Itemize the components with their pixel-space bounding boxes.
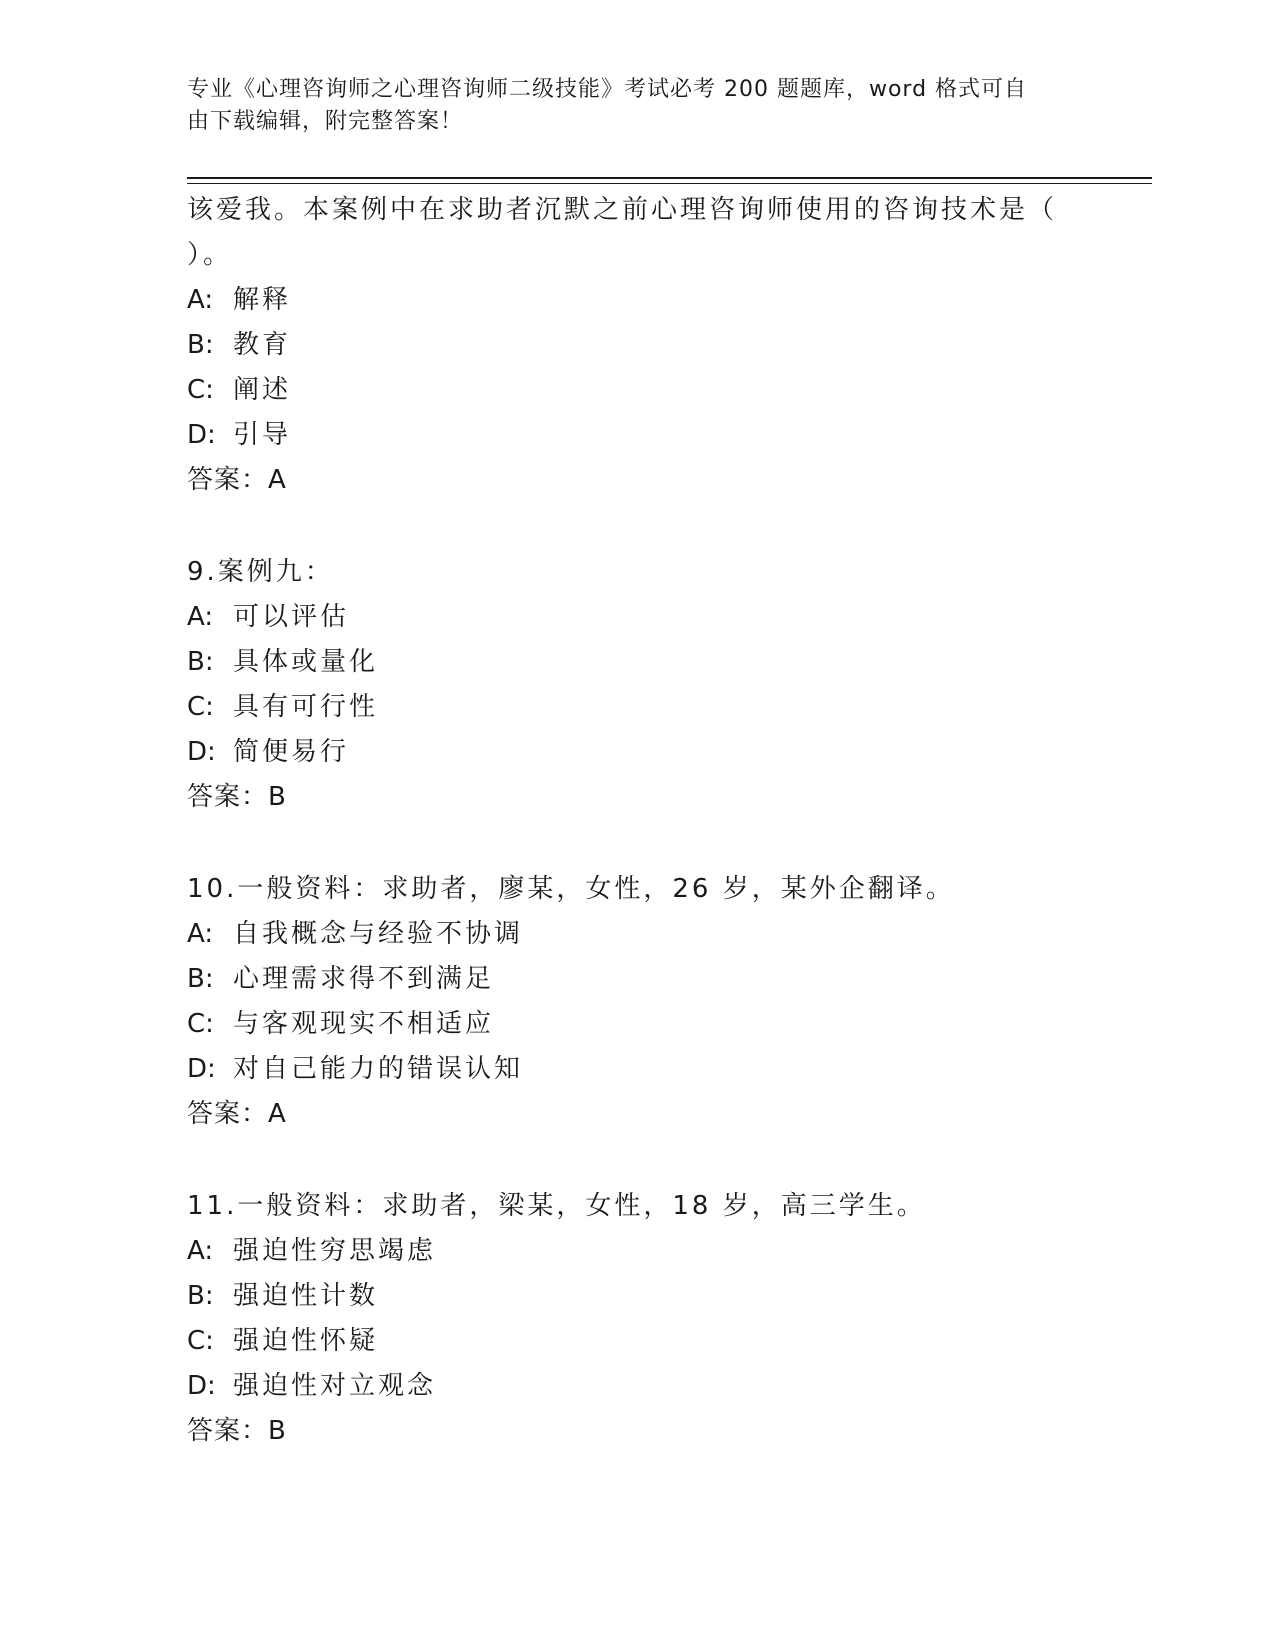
header-divider-thin xyxy=(187,183,1152,184)
question-stem: 该爱我。本案例中在求助者沉默之前心理咨询师使用的咨询技术是（ xyxy=(187,195,1058,225)
option-a xyxy=(187,912,1087,957)
option-key: D: xyxy=(187,1054,216,1084)
spacer xyxy=(187,1137,1087,1184)
question-stem: 9.案例九： xyxy=(187,557,334,587)
option-key: D: xyxy=(187,737,216,767)
option-c xyxy=(187,685,1087,730)
option-text: 可以评估 xyxy=(233,602,350,632)
option-text: 强迫性计数 xyxy=(233,1281,379,1311)
option-b xyxy=(187,1274,1087,1319)
option-a xyxy=(187,278,1087,323)
option-key: C: xyxy=(187,1009,214,1039)
option-d xyxy=(187,1364,1087,1409)
option-text: 心理需求得不到满足 xyxy=(233,964,495,994)
option-text: 对自己能力的错误认知 xyxy=(233,1054,524,1084)
question-stem: 11.一般资料：求助者，梁某，女性，18 岁，高三学生。 xyxy=(187,1191,926,1221)
question-10 xyxy=(187,867,1087,1137)
header-line-2: 由下载编辑，附完整答案！ xyxy=(187,109,464,134)
option-key: A: xyxy=(187,919,214,949)
option-a xyxy=(187,1229,1087,1274)
option-key: A: xyxy=(187,602,214,632)
option-text: 解释 xyxy=(233,285,292,315)
option-key: C: xyxy=(187,375,214,405)
answer-line: 答案：A xyxy=(187,1099,287,1129)
option-key: B: xyxy=(187,330,214,360)
option-c xyxy=(187,1002,1087,1047)
header-divider-thick xyxy=(187,177,1152,179)
option-key: B: xyxy=(187,964,214,994)
option-key: B: xyxy=(187,647,214,677)
option-text: 具体或量化 xyxy=(233,647,379,677)
option-key: A: xyxy=(187,285,214,315)
option-text: 自我概念与经验不协调 xyxy=(233,919,524,949)
question-stem: 10.一般资料：求助者，廖某，女性，26 岁，某外企翻译。 xyxy=(187,874,955,904)
answer-line: 答案：B xyxy=(187,782,287,812)
option-b xyxy=(187,640,1087,685)
question-9 xyxy=(187,550,1087,820)
option-key: C: xyxy=(187,1326,214,1356)
question-list xyxy=(187,188,1087,1454)
option-text: 教育 xyxy=(233,330,292,360)
option-c xyxy=(187,368,1087,413)
option-a xyxy=(187,595,1087,640)
option-key: B: xyxy=(187,1281,214,1311)
question-8 xyxy=(187,188,1087,503)
header-line-1: 专业《心理咨询师之心理咨询师二级技能》考试必考 200 题题库，word 格式可自 xyxy=(187,77,1028,102)
spacer xyxy=(187,503,1087,550)
option-d xyxy=(187,413,1087,458)
option-key: D: xyxy=(187,420,216,450)
option-d xyxy=(187,730,1087,775)
option-d xyxy=(187,1047,1087,1092)
option-key: C: xyxy=(187,692,214,722)
option-c xyxy=(187,1319,1087,1364)
option-text: 强迫性对立观念 xyxy=(233,1371,437,1401)
option-text: 阐述 xyxy=(233,375,292,405)
option-b xyxy=(187,323,1087,368)
option-text: 引导 xyxy=(233,420,292,450)
spacer xyxy=(187,820,1087,867)
question-11 xyxy=(187,1184,1087,1454)
option-key: A: xyxy=(187,1236,214,1266)
option-text: 强迫性怀疑 xyxy=(233,1326,379,1356)
option-text: 与客观现实不相适应 xyxy=(233,1009,495,1039)
answer-line: 答案：B xyxy=(187,1416,287,1446)
option-text: 具有可行性 xyxy=(233,692,379,722)
option-text: 简便易行 xyxy=(233,737,350,767)
option-b xyxy=(187,957,1087,1002)
question-stem-continuation: ）。 xyxy=(187,240,233,270)
option-key: D: xyxy=(187,1371,216,1401)
document-header xyxy=(187,74,1067,138)
answer-line: 答案：A xyxy=(187,465,287,495)
option-text: 强迫性穷思竭虑 xyxy=(233,1236,437,1266)
